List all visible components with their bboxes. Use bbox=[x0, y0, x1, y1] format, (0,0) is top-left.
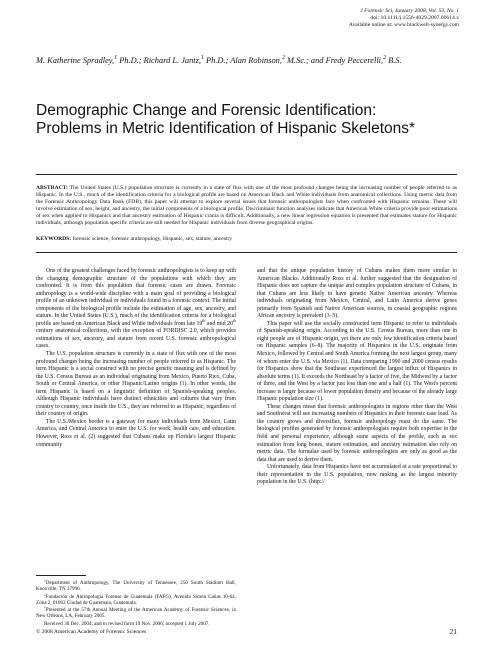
keywords bbox=[36, 236, 457, 243]
superscript: th bbox=[202, 317, 206, 323]
footnote-text: Fundación de Antropología Forense de Guatemala (FAFG), Avenida Simón Cañas 10-64, Zona 2, 01002 Ciudad de Guatemala, Guatemala. bbox=[36, 593, 236, 606]
header-divider bbox=[36, 174, 457, 175]
author-4: M.Sc.; and Fredy Peccerelli, bbox=[286, 56, 384, 65]
title-footnote-mark: * bbox=[409, 119, 416, 137]
copyright-notice: © 2008 American Academy of Forensic Sciences bbox=[36, 629, 147, 635]
body-column-right bbox=[257, 268, 457, 487]
footnote-mark: * bbox=[44, 605, 46, 610]
paper-title-text: Demographic Change and Forensic Identification: Problems in Metric Identification of Hispanic Skeletons bbox=[36, 102, 410, 137]
paragraph: and that the unique population history of Cubans makes them more similar to American Blacks. Additionally Ross et al. further suggested that the designation of Hispanic does not capture the unique and complex population structure of Cubans, in that Cubans are less likely to have genetic Native American ancestry. Whereas individuals originating from Mexico, Central, and Latin America derive genes primarily from Spanish and Native American sources, in coastal geographic regions African ancestry is prevalent (3–5). bbox=[257, 268, 457, 320]
author-1: M. Katherine Spradley, bbox=[36, 56, 115, 65]
footnote-mark: 1 bbox=[44, 578, 46, 583]
author-list bbox=[36, 56, 456, 67]
paragraph-text: One of the greatest challenges faced by forensic anthropologists is to keep up with the changing demographic structure of the populations with which they are confronted. It is from this population that forensic cases are drawn. Forensic anthropology is a world-wide discipline with a main goal of providing a biological profile of an unknown individual or individuals found in a forensic context. The initial components of the biological profile include the estimation of age, sex, ancestry, and stature. In the United States (U.S.), much of the identification criteria for a biological profile are based on American Black and White individuals from late 19 bbox=[36, 268, 236, 327]
body-column-left bbox=[36, 268, 236, 449]
paragraph: Unfortunately, data from Hispanics have not accumulated at a rate proportional to their representation in the U.S. population, now ranking as the largest minority population in the U.S. (http:// bbox=[257, 464, 457, 486]
footnote-divider bbox=[36, 575, 86, 576]
abstract bbox=[36, 185, 457, 228]
footnote bbox=[36, 580, 236, 593]
author-2: Ph.D.; Richard L. Jantz, bbox=[119, 56, 201, 65]
footnote-mark: 2 bbox=[44, 591, 46, 596]
abstract-text: The United States (U.S.) population structure is currently in a state of flux with one of the most profound changes being the increasing number of people referred to as Hispanic. In the U.S., much of the identification criteria for a biological profile are based on American Black and White individuals from anatomical collections. Using metric data from the Forensic Anthropology Data Bank (FDB), this paper will attempt to explore several issues that forensic anthropologists face when confronted with Hispanic remains. These will involve estimation of sex, height, and ancestry, the initial components of a biological profile. Discriminant function analyses indicate that American White criteria provide poor estimations of sex when applied to Hispanics and that ancestry estimation of Hispanic crania is difficult. Additionally, a new linear regression equation is presented that estimates stature for Hispanic individuals, although population specific criteria are still needed for Hispanic individuals from diverse geographical origins. bbox=[36, 185, 457, 227]
footnote-text: Department of Anthropology, The University of Tennessee, 250 South Stadium Hall, Knoxville, TN 37996. bbox=[36, 580, 236, 593]
paragraph: The U.S./Mexico border is a gateway for many individuals from Mexico, Latin America, and Central America to enter the U.S. for work, health care, and education. However, Ross et al. (2) suggested that Cubans make up Florida's largest Hispanic community bbox=[36, 418, 236, 448]
paragraph-text: and mid 20 bbox=[205, 320, 233, 327]
keywords-text: forensic science, forensic anthropology, Hispanic, sex, stature, ancestry bbox=[72, 236, 233, 242]
abstract-label: ABSTRACT: bbox=[36, 185, 68, 191]
paragraph bbox=[36, 268, 236, 351]
paragraph: The U.S. population structure is currently in a state of flux with one of the most profound changes being the increasing number of people referred to as Hispanic. The term Hispanic is a social construct with no precise genetic meaning and is defined by the U.S. Census Bureau as an individual originating from Mexico, Puerto Rico, Cuba, South or Central America, or other Hispanic/Latino origins (1). In other words, the term Hispanic is based on a linguistic definition of Spanish-speaking peoples. Although Hispanic individuals have distinct ethnicities and cultures that vary from country to country, once inside the U.S., they are referred to as Hispanic, regardless of their country of origin. bbox=[36, 351, 236, 418]
paper-title bbox=[36, 102, 436, 137]
paragraph: These changes mean that forensic anthropologists in regions other than the West and Southwest will see increasing numbers of Hispanics in their forensic case load. As the country grows and diversifies, forensic anthropology must do the same. The biological profiles generated by forensic anthropologists require both expertise in the field and personal experience, although some aspects of the profile, such as sex estimation from long bones, stature estimation, and ancestry estimation also rely on metric data. The formulae used by forensic anthropologists are only as good as the data that are used to derive them. bbox=[257, 403, 457, 463]
paragraph-text: century anatomical collections, with the exception of FORDISC 2.0, which provides estimations of sex, ancestry, and stature from recent U.S. forensic anthropological cases. bbox=[36, 328, 236, 350]
footnote bbox=[36, 607, 236, 620]
abstract-divider bbox=[36, 252, 457, 253]
footnote: Received 30 Dec. 2004; and in revised form 19 Nov. 2006; accepted 1 July 2007. bbox=[44, 620, 210, 627]
page-number: 21 bbox=[449, 627, 457, 636]
journal-availability: Available online at: www.blackwell-synergy.com bbox=[348, 22, 459, 28]
footnote-text: Presented at the 57th Annual Meeting of the American Academy of Forensic Sciences, in New Orleans, LA, February 2005. bbox=[36, 607, 236, 620]
author-affiliation-mark: 1 bbox=[201, 55, 204, 62]
footnote bbox=[36, 591, 236, 607]
author-affiliation-mark: 2 bbox=[383, 55, 387, 62]
journal-header bbox=[349, 8, 459, 29]
author-affiliation-mark: 2 bbox=[281, 55, 285, 62]
journal-citation: J Forensic Sci, January 2008, Vol. 53, No. 1 bbox=[360, 8, 459, 14]
superscript: th bbox=[232, 317, 236, 323]
paragraph: This paper will use the socially constructed term Hispanic to refer to individuals of Spanish-speaking origin. According to the U.S. Census Bureau, more than one in eight people are of Hispanic origin, yet there are only few identification criteria based on Hispanic samples (6–8). The majority of Hispanics in the U.S. originate from Mexico, followed by Central and South America forming the next largest group, many of whom enter the U.S. via Mexico (1). Data comparing 1990 and 2000 census results for Hispanics show that the Southeast experienced the largest influx of Hispanics in absolute terms (1). It exceeds the Northeast by a factor of five, the Midwest by a factor of three, and the West by a factor just less than one and a half (1). The West's percent increase is larger because of lower population density and because of the already large Hispanic population size (1). bbox=[257, 320, 457, 403]
author-3: Ph.D.; Alan Robinson, bbox=[206, 56, 282, 65]
keywords-label: KEYWORDS: bbox=[36, 236, 72, 242]
journal-doi: doi: 10.1111/j.1556-4029.2007.00614.x bbox=[370, 15, 459, 21]
author-affiliation-mark: 1 bbox=[114, 55, 118, 62]
footnotes bbox=[36, 580, 236, 628]
author-4-degree: B.S. bbox=[388, 56, 402, 65]
